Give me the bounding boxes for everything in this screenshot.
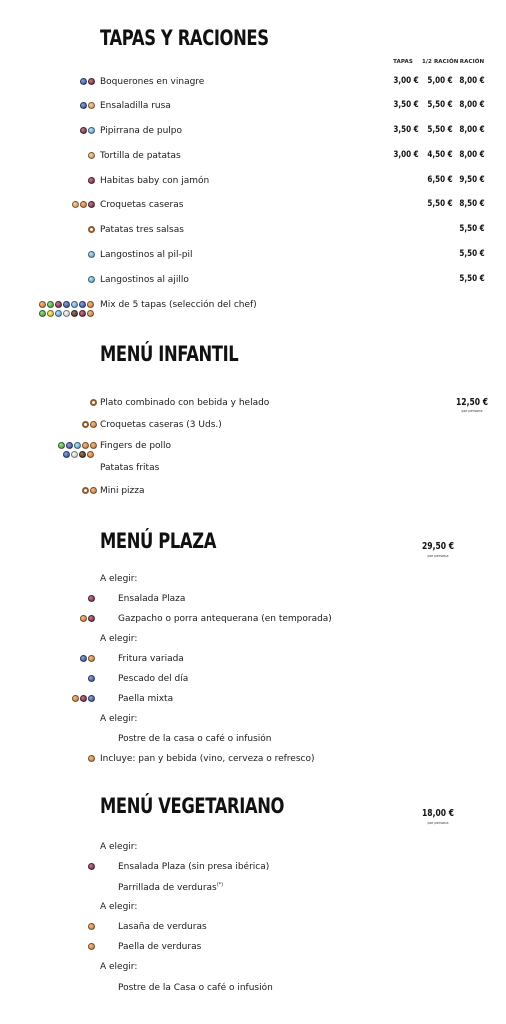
plaza-g2-item-2 <box>118 694 173 704</box>
plaza-g2-item-2-text: Paella mixta <box>118 694 174 704</box>
plaza-choose-2 <box>100 634 137 644</box>
tapas-price-media-5: 5,50 € <box>427 199 453 209</box>
tapas-price-tapa-2: 3,50 € <box>393 125 419 135</box>
tapas-item-4 <box>100 176 209 186</box>
fish-allergen-icon <box>63 451 70 458</box>
allergen-icons <box>87 675 95 682</box>
allergen-icons <box>81 487 97 494</box>
veg-g2-item-0 <box>118 922 207 932</box>
gluten-allergen-icon <box>90 442 97 449</box>
plaza-g1-item-1 <box>118 614 332 624</box>
plaza-g3-item-0-text: Postre de la casa o café o infusión <box>118 734 272 744</box>
fish-allergen-icon <box>80 102 87 109</box>
ring-allergen-icon <box>82 487 89 494</box>
gluten-allergen-icon <box>90 487 97 494</box>
tapas-price-racion-2: 8,00 € <box>459 125 485 135</box>
allergen-icons <box>71 201 95 208</box>
veg-choose-2 <box>100 902 137 912</box>
infantil-price: 12,50 € <box>456 397 488 408</box>
infantil-item-2 <box>100 441 171 451</box>
tapas-title: TAPAS Y RACIONES <box>100 26 269 50</box>
infantil-item-2-text: Fingers de pollo <box>100 441 172 451</box>
tapas-item-4-text: Habitas baby con jamón <box>100 176 210 186</box>
meat-allergen-icon <box>88 177 95 184</box>
plaza-per-person: por persona <box>427 554 449 558</box>
allergen-icons <box>79 127 95 134</box>
fish-allergen-icon <box>63 301 70 308</box>
allergen-icons <box>87 863 95 870</box>
dark-allergen-icon <box>71 310 78 317</box>
infantil-title: MENÚ INFANTIL <box>100 342 239 366</box>
tapas-item-6-text: Patatas tres salsas <box>100 225 184 235</box>
gluten-allergen-icon <box>88 655 95 662</box>
tapas-item-6 <box>100 225 184 235</box>
tapas-price-racion-3: 8,00 € <box>459 150 485 160</box>
veg-g3-item-0 <box>118 983 273 993</box>
gluten-allergen-icon <box>82 442 89 449</box>
allergen-icons <box>87 152 95 159</box>
plaza-choose-1-text: A elegir: <box>100 574 138 584</box>
tapas-price-racion-7: 5,50 € <box>459 249 485 259</box>
plaza-g1-item-0-text: Ensalada Plaza <box>118 594 186 604</box>
green-allergen-icon <box>39 310 46 317</box>
gluten-allergen-icon <box>80 615 87 622</box>
tapas-item-0-text: Boquerones en vinagre <box>100 77 205 87</box>
plaza-g1-item-1-text: Gazpacho o porra antequerana (en temporada) <box>118 614 332 624</box>
gluten-allergen-icon <box>90 421 97 428</box>
allergen-icons <box>87 755 95 762</box>
infantil-item-4 <box>100 486 145 496</box>
sea-allergen-icon <box>88 251 95 258</box>
tapas-price-media-3: 4,50 € <box>427 150 453 160</box>
milk-allergen-icon <box>71 451 78 458</box>
plaza-g2-item-1 <box>118 674 188 684</box>
plaza-includes-text: Incluye: pan y bebida (vino, cerveza o refresco) <box>100 754 315 764</box>
infantil-item-0 <box>100 398 269 408</box>
plaza-choose-2-text: A elegir: <box>100 634 138 644</box>
green-allergen-icon <box>58 442 65 449</box>
allergen-icons <box>79 655 95 662</box>
tapas-price-racion-8: 5,50 € <box>459 274 485 284</box>
fish-allergen-icon <box>88 675 95 682</box>
gluten-allergen-icon <box>88 755 95 762</box>
tapas-price-media-1: 5,50 € <box>427 100 453 110</box>
green-allergen-icon <box>47 301 54 308</box>
egg-allergen-icon <box>88 152 95 159</box>
tapas-item-9-text: Mix de 5 tapas (selección del chef) <box>100 300 257 310</box>
dark-allergen-icon <box>79 451 86 458</box>
allergen-icons <box>79 102 95 109</box>
tapas-price-tapa-3: 3,00 € <box>393 150 419 160</box>
tapas-price-tapa-1: 3,50 € <box>393 100 419 110</box>
tapas-item-7 <box>100 250 192 260</box>
allergen-icons <box>87 595 95 602</box>
tapas-item-1 <box>100 101 171 111</box>
fish-allergen-icon <box>88 695 95 702</box>
ring-allergen-icon <box>88 226 95 233</box>
tapas-item-1-text: Ensaladilla rusa <box>100 101 171 111</box>
meat-allergen-icon <box>88 78 95 85</box>
egg-allergen-icon <box>88 102 95 109</box>
allergen-icons <box>87 276 95 283</box>
allergen-icons <box>87 251 95 258</box>
gluten-allergen-icon <box>88 943 95 950</box>
tapas-price-racion-0: 8,00 € <box>459 76 485 86</box>
yellow-allergen-icon <box>47 310 54 317</box>
veg-g1-item-1-note: (*) <box>216 882 224 888</box>
gluten-allergen-icon <box>87 301 94 308</box>
fish-allergen-icon <box>80 655 87 662</box>
tapas-item-8 <box>100 275 189 285</box>
plaza-choose-3-text: A elegir: <box>100 714 138 724</box>
allergen-icons <box>87 943 95 950</box>
veg-g2-item-0-text: Lasaña de verduras <box>118 922 207 932</box>
tapas-price-media-0: 5,00 € <box>427 76 453 86</box>
meat-allergen-icon <box>80 695 87 702</box>
allergen-icons <box>62 451 94 458</box>
ring-allergen-icon <box>82 421 89 428</box>
tapas-item-2-text: Pipirrana de pulpo <box>100 126 183 136</box>
allergen-icons <box>38 310 94 317</box>
gluten-allergen-icon <box>39 301 46 308</box>
veg-g3-item-0-text: Postre de la Casa o café o infusión <box>118 983 273 993</box>
plaza-g2-item-0 <box>118 654 184 664</box>
meat-allergen-icon <box>88 595 95 602</box>
veg-choose-3-text: A elegir: <box>100 962 138 972</box>
veg-g1-item-0 <box>118 862 269 872</box>
tapas-item-3-text: Tortilla de patatas <box>100 151 181 161</box>
veg-choose-3 <box>100 962 137 972</box>
plaza-includes <box>100 754 315 764</box>
tapas-price-racion-6: 5,50 € <box>459 224 485 234</box>
gluten-allergen-icon <box>88 923 95 930</box>
vegetariano-title: MENÚ VEGETARIANO <box>100 794 285 818</box>
allergen-icons <box>79 615 95 622</box>
tapas-price-racion-5: 8,50 € <box>459 199 485 209</box>
veg-g1-item-1 <box>118 882 223 893</box>
gluten-allergen-icon <box>87 451 94 458</box>
tapas-item-9 <box>100 300 257 310</box>
plaza-g3-item-0 <box>118 734 272 744</box>
plaza-choose-3 <box>100 714 137 724</box>
ring-allergen-icon <box>90 399 97 406</box>
tapas-item-0 <box>100 77 204 87</box>
allergen-icons <box>79 78 95 85</box>
sea-allergen-icon <box>88 276 95 283</box>
allergen-icons <box>38 301 94 308</box>
infantil-item-4-text: Mini pizza <box>100 486 145 496</box>
tapas-price-media-4: 6,50 € <box>427 175 453 185</box>
col-header-tapas: TAPAS <box>393 59 413 65</box>
infantil-item-3-text: Patatas fritas <box>100 463 160 473</box>
veg-g2-item-1 <box>118 942 201 952</box>
tapas-item-8-text: Langostinos al ajillo <box>100 275 189 285</box>
sea-allergen-icon <box>55 310 62 317</box>
egg-allergen-icon <box>72 201 79 208</box>
tapas-price-racion-1: 8,00 € <box>459 100 485 110</box>
allergen-icons <box>87 226 95 233</box>
infantil-item-3 <box>100 463 159 473</box>
allergen-icons <box>89 399 97 406</box>
fish-allergen-icon <box>66 442 73 449</box>
tapas-item-5 <box>100 200 183 210</box>
allergen-icons <box>81 421 97 428</box>
veg-choose-1-text: A elegir: <box>100 842 138 852</box>
plaza-g2-item-1-text: Pescado del día <box>118 674 189 684</box>
fish-allergen-icon <box>79 301 86 308</box>
vegetariano-price: 18,00 € <box>422 808 454 819</box>
meat-allergen-icon <box>88 863 95 870</box>
allergen-icons <box>71 695 95 702</box>
plaza-title: MENÚ PLAZA <box>100 529 216 553</box>
meat-allergen-icon <box>55 301 62 308</box>
veg-g2-item-1-text: Paella de verduras <box>118 942 202 952</box>
infantil-item-1 <box>100 420 222 430</box>
tapas-price-tapa-0: 3,00 € <box>393 76 419 86</box>
sea-allergen-icon <box>74 442 81 449</box>
tapas-item-3 <box>100 151 181 161</box>
gluten-allergen-icon <box>80 201 87 208</box>
plaza-g2-item-0-text: Fritura variada <box>118 654 184 664</box>
sea-allergen-icon <box>71 301 78 308</box>
tapas-price-media-2: 5,50 € <box>427 125 453 135</box>
plaza-price: 29,50 € <box>422 541 454 552</box>
plaza-g1-item-0 <box>118 594 185 604</box>
gluten-allergen-icon <box>87 310 94 317</box>
meat-allergen-icon <box>88 201 95 208</box>
tapas-item-2 <box>100 126 182 136</box>
tapas-item-7-text: Langostinos al pil-pil <box>100 250 193 260</box>
meat-allergen-icon <box>79 310 86 317</box>
col-header-media: 1/2 RACIÓN <box>422 59 459 65</box>
allergen-icons <box>57 442 97 449</box>
fish-allergen-icon <box>80 78 87 85</box>
sea-allergen-icon <box>88 127 95 134</box>
veg-choose-2-text: A elegir: <box>100 902 138 912</box>
milk-allergen-icon <box>63 310 70 317</box>
col-header-racion: RACIÓN <box>459 59 485 65</box>
infantil-per-person: por persona <box>461 409 483 413</box>
infantil-item-1-text: Croquetas caseras (3 Uds.) <box>100 420 222 430</box>
tapas-item-5-text: Croquetas caseras <box>100 200 184 210</box>
tapas-price-racion-4: 9,50 € <box>459 175 485 185</box>
vegetariano-per-person: por persona <box>427 821 449 825</box>
plaza-choose-1 <box>100 574 137 584</box>
meat-allergen-icon <box>80 127 87 134</box>
veg-g1-item-1-text: Parrillada de verduras <box>118 883 217 893</box>
meat-allergen-icon <box>88 615 95 622</box>
infantil-item-0-text: Plato combinado con bebida y helado <box>100 398 270 408</box>
allergen-icons <box>87 923 95 930</box>
veg-g1-item-0-text: Ensalada Plaza (sin presa ibérica) <box>118 862 270 872</box>
gluten-allergen-icon <box>72 695 79 702</box>
veg-choose-1 <box>100 842 137 852</box>
allergen-icons <box>87 177 95 184</box>
